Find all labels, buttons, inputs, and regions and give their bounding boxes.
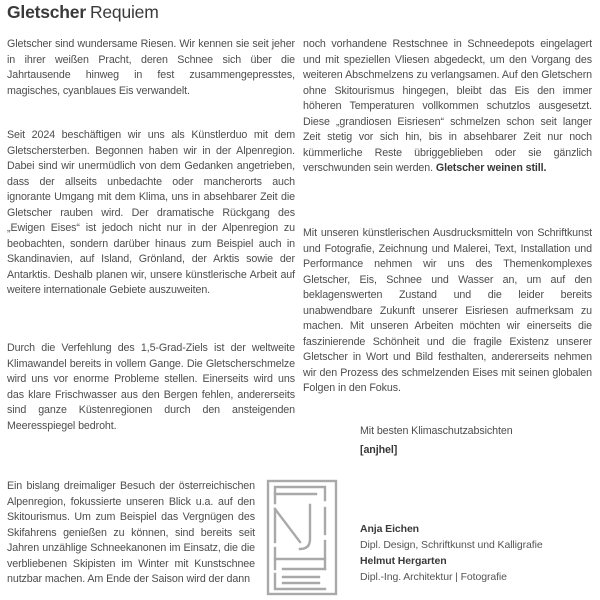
snow-depot-paragraph [303, 37, 592, 177]
ski-tourism-paragraph: Ein bislang dreimaliger Besuch der österreichischen Alpenregion, fokussierte unseren Blick u.a. auf den Skitourismus. Um zum Beispiel das Vergnügen des Skifahrens genießen zu können, sind bereits seit Jahren unzählige Schneekanonen im Einsatz, die die verbliebenen Skipisten im Winter mit Kunstschnee nutzbar machen. Am Ende der Saison wird der dann [7, 480, 255, 585]
alps-paragraph: Seit 2024 beschäftigen wir uns als Künstlerduo mit dem Gletschersterben. Begonnen haben wir in der Alpenregion. Dabei sind wir unermüdlich von dem Gedanken angetrieben, dass der allseits unbedachte oder mancherorts auch ignorante Umgang mit dem Klima, uns in absehbarer Zeit die Gletscher rauben wird. Der dramatische Rückgang des „Ewigen Eises“ ist jedoch nicht nur in der Alpenregion zu beobachten, sondern darüber hinaus zum Beispiel auch in Skandinavien, auf Island, Grönland, der Arktis sowie der Antarktis. Deshalb planen wir, unsere künstlerische Arbeit auf weitere internationale Gebiete auszuweiten. [7, 129, 295, 296]
glaciers-cry-bold-text: Gletscher weinen still. [435, 162, 547, 174]
snow-depot-paragraph-text: noch vorhandene Restschnee in Schneedepots eingelagert und mit speziellen Vliesen abgedeckt, um den Vorgang des weiteren Abschmelzens zu verlangsamen. Auf den Gletschern ohne Skitourismus hingegen, bleibt das Eis den immer höheren Temperaturen vollkommen schutzlos ausgesetzt. Diese „grandiosen Eisriesen“ schmelzen schon seit langer Zeit stetig vor sich hin, bis in absehbarer Zeit nur noch kümmerliche Reste übriggeblieben oder sie gänzlich verschwunden sein werden. [303, 38, 592, 174]
intro-paragraph: Gletscher sind wundersame Riesen. Wir kennen sie seit jeher in ihrer weißen Pracht, deren Schnee sich über die Jahrtausende hinweg in fest zusammengepresstes, magisches, cyanblaues Eis verwandelt. [7, 38, 295, 97]
credit-name-anja: Anja Eichen [360, 523, 419, 535]
page-title-regular: Requiem [89, 2, 159, 22]
logo-letter-n-diagonal [275, 509, 300, 542]
credit-role-anja: Dipl. Design, Schriftkunst und Kalligrafie [360, 539, 543, 551]
signature-line: [anjhel] [360, 444, 398, 456]
page-title-bold: Gletscher [7, 2, 86, 22]
artistic-work-paragraph: Mit unseren künstlerischen Ausdrucksmitteln von Schriftkunst und Fotografie, Zeichnung und Malerei, Text, Installation und Performance nehmen wir uns des Themenkomplexes Gletscher, Eis, Schnee und Wasser an, um auf den beklagenswerten Zustand und die leider bereits unabwendbare Zukunft unserer Eisriesen aufmerksam zu machen. Mit unseren Arbeiten möchten wir einerseits die faszinierende Schönheit und die fragile Existenz unserer Gletscher in Wort und Bild festhalten, andererseits nehmen wir den Prozess des schmelzenden Eises mit seinen globalen Folgen in den Fokus. [303, 227, 592, 394]
credit-role-helmut: Dipl.-Ing. Architektur | Fotografie [360, 571, 507, 583]
anjhel-logo [266, 479, 338, 596]
logo-letter-j [300, 505, 310, 549]
climate-paragraph: Durch die Verfehlung des 1,5-Grad-Ziels ist der weltweite Klimawandel bereits in vollem Gange. Die Gletscherschmelze wird uns vor enorme Probleme stellen. Einerseits wird uns das klare Frischwasser aus den Bergen fehlen, andererseits sind ganze Küstenregionen durch den ansteigenden Meeresspiegel bedroht. [7, 342, 295, 432]
credit-name-helmut: Helmut Hergarten [360, 555, 447, 567]
closing-line: Mit besten Klimaschutzabsichten [360, 425, 513, 437]
credits-block [360, 521, 543, 585]
page-title [7, 2, 159, 23]
